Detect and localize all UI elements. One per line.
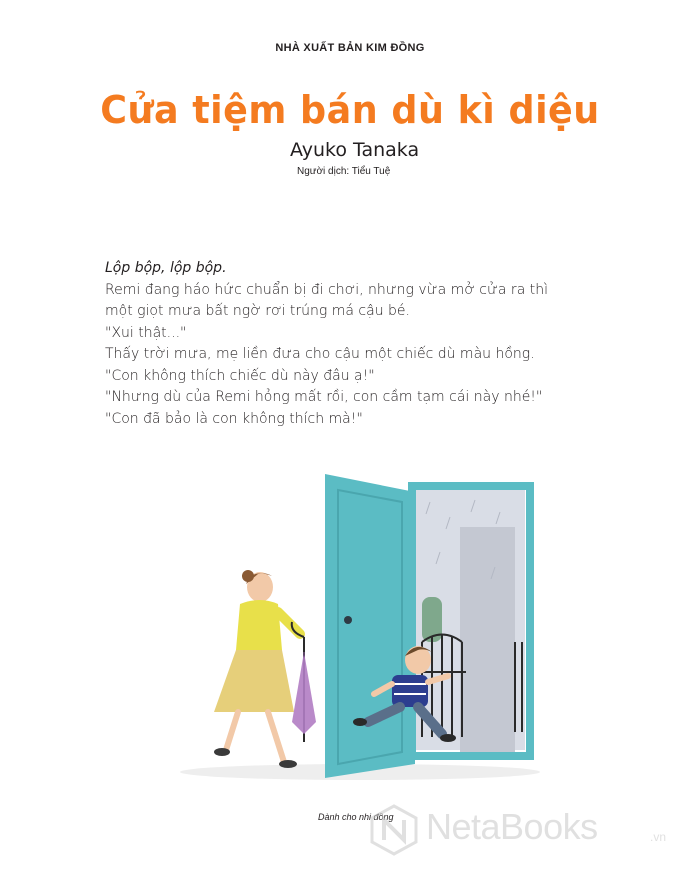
story-line: "Con đã bảo là con không thích mà!": [105, 410, 363, 427]
building-silhouette: [460, 527, 515, 752]
watermark-text: NetaBooks: [426, 806, 598, 847]
translator-credit: Người dịch: Tiểu Tuệ: [297, 166, 391, 177]
story-line: "Con không thích chiếc dù này đâu ạ!": [105, 367, 375, 384]
story-line: Thấy trời mưa, mẹ liền đưa cho cậu một chiếc dù màu hồng.: [105, 346, 535, 362]
story-line: "Nhưng dù của Remi hỏng mất rồi, con cầm tạm cái này nhé!": [105, 389, 543, 405]
story-line: Remi đang háo hức chuẩn bị đi chơi, nhưng vừa mở cửa ra thì: [105, 281, 548, 298]
publisher-label: NHÀ XUẤT BẢN KIM ĐỒNG: [275, 42, 425, 54]
age-note: Dành cho nhi đồng: [318, 812, 394, 822]
netabooks-logo-icon: [368, 804, 420, 856]
pink-umbrella: [292, 622, 316, 742]
author-name: Ayuko Tanaka: [290, 139, 420, 161]
door-knob: [344, 616, 352, 624]
cover-illustration: [160, 472, 540, 792]
watermark-tld: .vn: [650, 830, 667, 844]
netabooks-watermark: [368, 800, 688, 860]
story-text: [105, 258, 625, 430]
story-line: Lộp bộp, lộp bộp.: [105, 260, 227, 276]
story-line: một giọt mưa bất ngờ rơi trúng má cậu bé.: [105, 303, 410, 319]
story-line: "Xui thật...": [105, 324, 187, 341]
book-title: Cửa tiệm bán dù kì diệu: [100, 88, 600, 132]
mother-figure: [214, 570, 300, 768]
